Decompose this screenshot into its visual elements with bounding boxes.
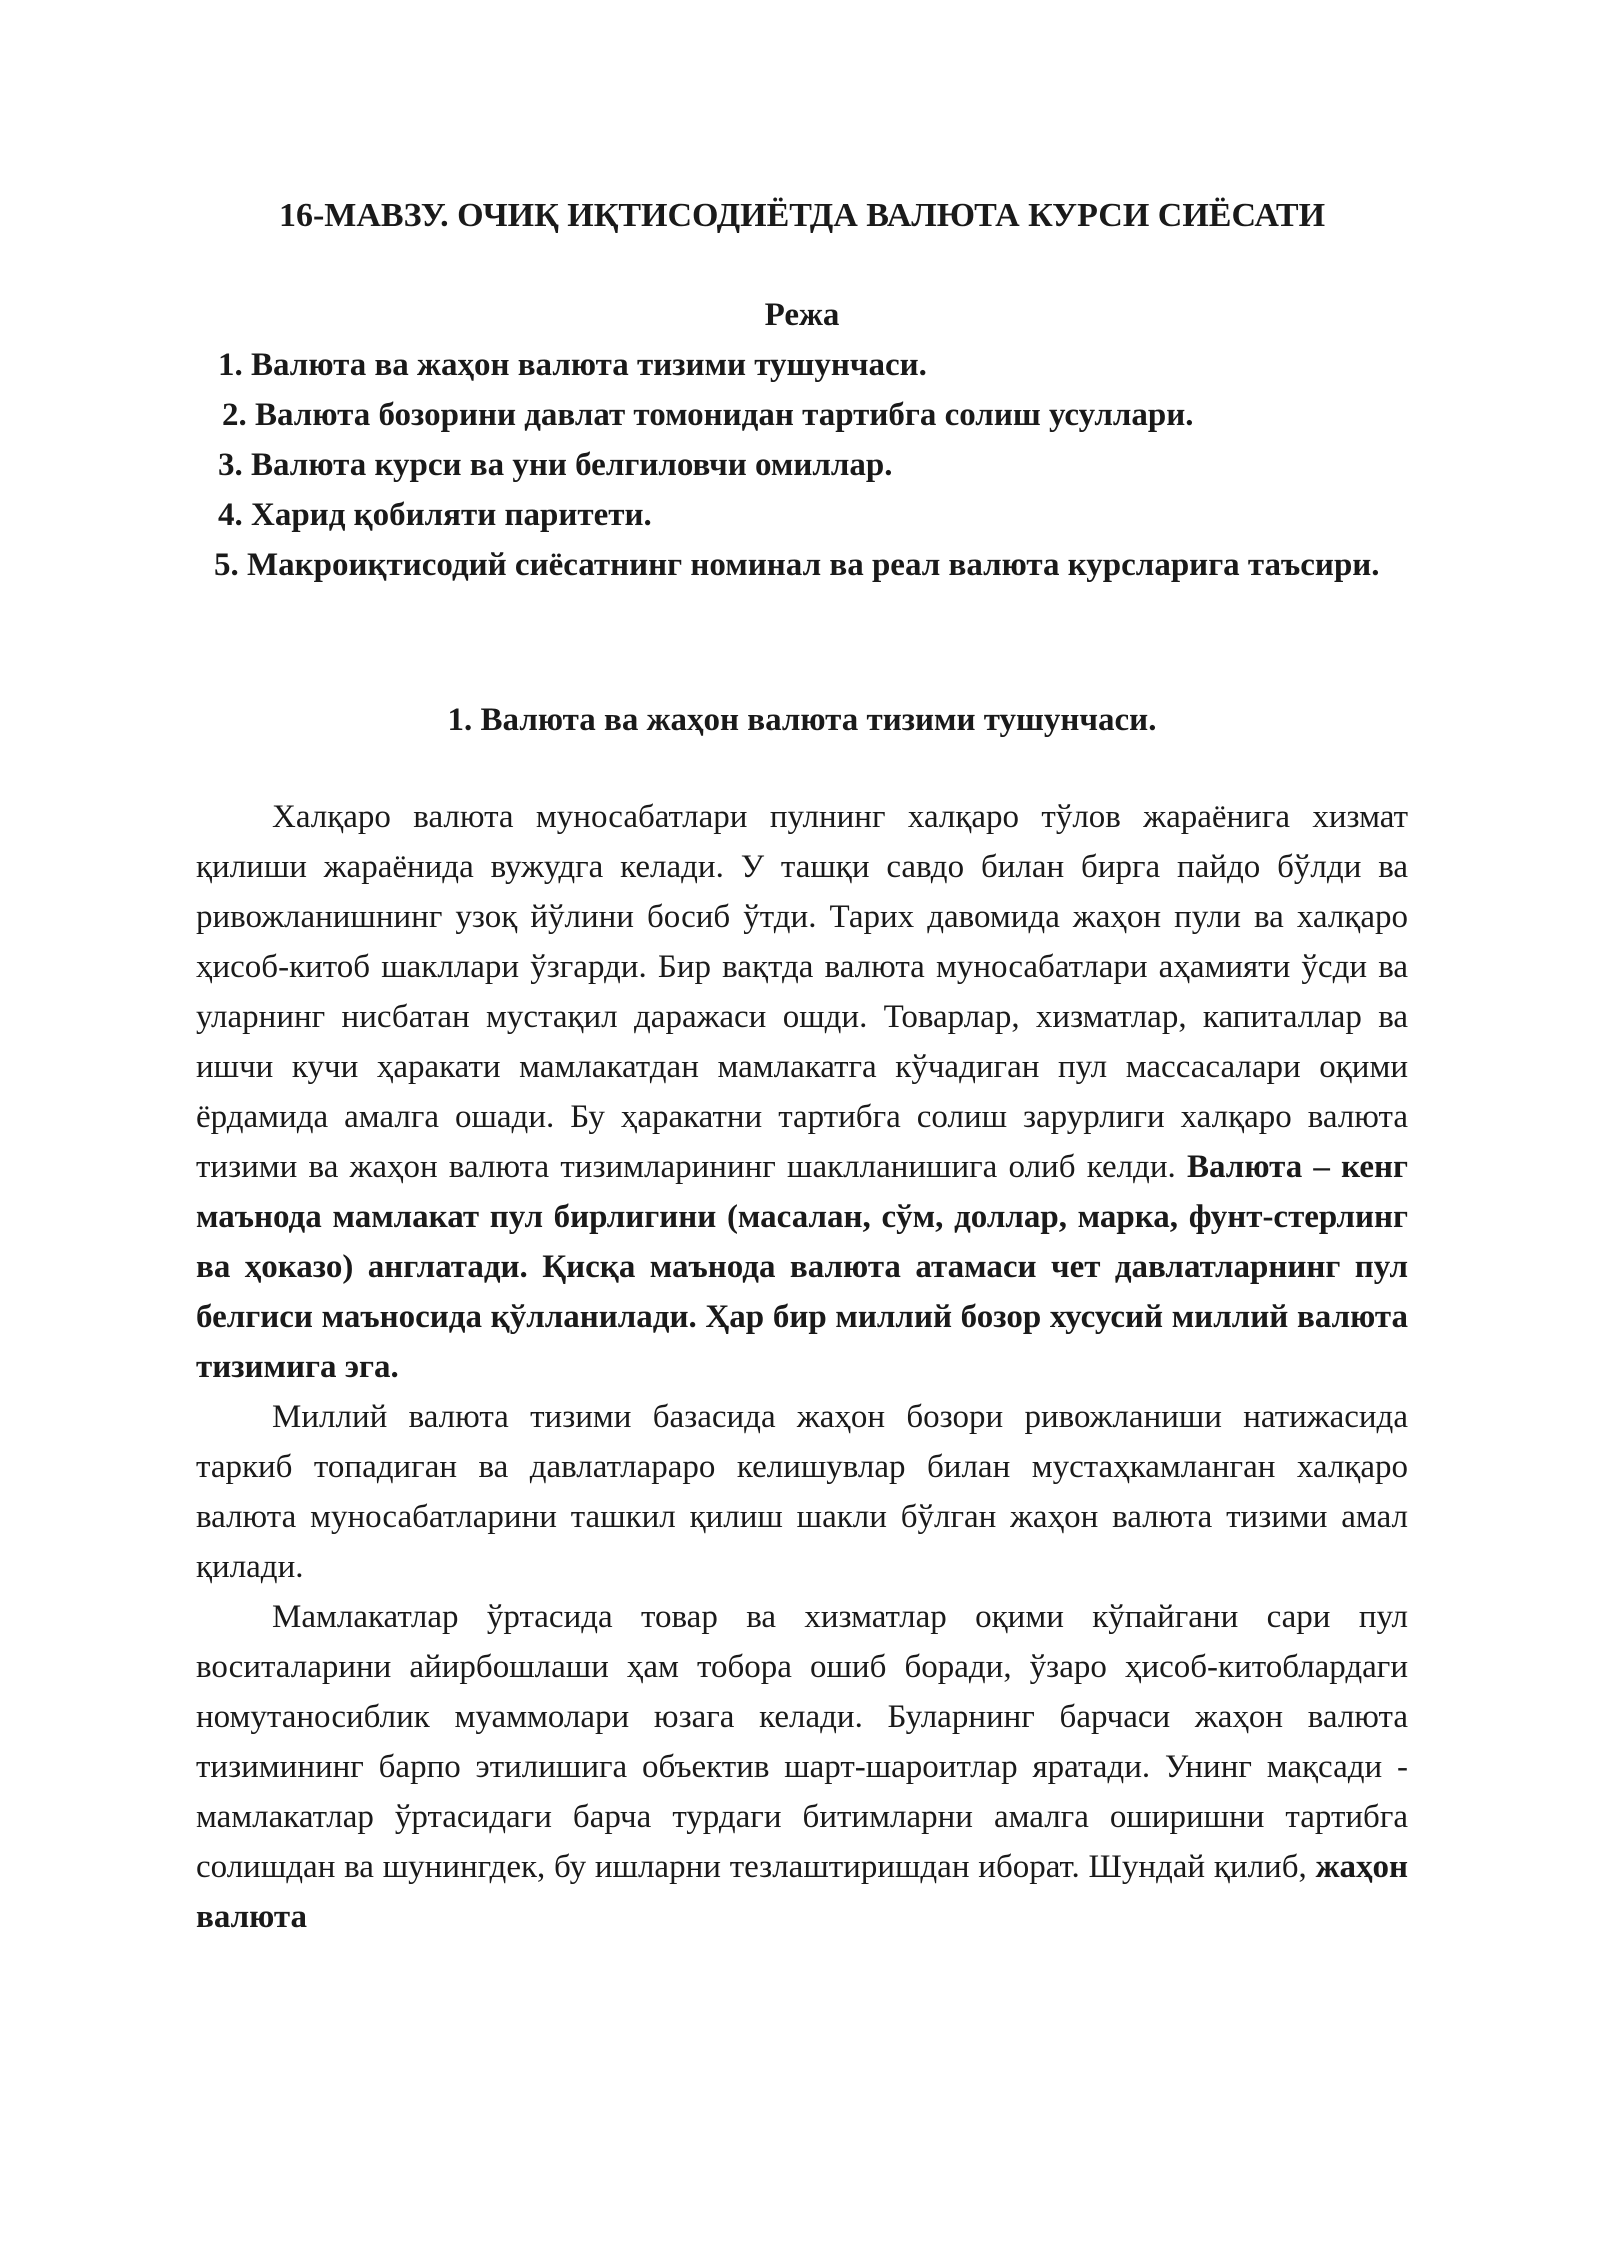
paragraph-text: Мамлакатлар ўртасида товар ва хизматлар оқими кўпайгани сари пул воситаларини айирбошлаши ҳам тобора ошиб боради, ўзаро ҳисоб-китоблардаги номутаносиблик муаммолари юзага келади. Буларнинг барчаси жаҳон валюта тизимининг барпо этилишига объектив шарт-шароитлар яратади. Унинг мақсади - мамлакатлар ўртасидаги барча турдаги битимларни амалга оширишни тартибга солишдан ва шунингдек, бу ишларни тезлаштиришдан иборат. Шундай қилиб, [196, 1599, 1408, 1885]
body-text [196, 792, 1408, 1942]
paragraph [196, 792, 1408, 1392]
document-title: 16-МАВЗУ. ОЧИҚ ИҚТИСОДИЁТДА ВАЛЮТА КУРСИ СИЁСАТИ [278, 197, 1326, 234]
plan-item: 4. Харид қобиляти паритети. [218, 497, 652, 533]
paragraph: Миллий валюта тизими базасида жаҳон бозори ривожланиши натижасида таркиб топадиган ва давлатлараро келишувлар билан мустаҳкамланган халқаро валюта муносабатларини ташкил қилиш шакли бўлган жаҳон валюта тизими амал қилади. [196, 1399, 1408, 1585]
plan-item: 1. Валюта ва жаҳон валюта тизими тушунчаси. [218, 347, 927, 383]
plan-heading: Режа [764, 297, 840, 333]
bold-term: жаҳон валюта [196, 1849, 1409, 1935]
paragraph-text: Халқаро валюта муносабатлари пулнинг халқаро тўлов жараёнига хизмат қилиши жараёнида вужудга келади. У ташқи савдо билан бирга пайдо бўлди ва ривожланишнинг узоқ йўлини босиб ўтди. Тарих давомида жаҳон пули ва халқаро ҳисоб-китоб шакллари ўзгарди. Бир вақтда валюта муносабатлари аҳамияти ўсди ва уларнинг нисбатан мустақил даражаси ошди. Товарлар, хизматлар, капиталлар ва ишчи кучи ҳаракати мамлакатдан мамлакатга кўчадиган пул массасалари оқими ёрдамида амалга ошади. Бу ҳаракатни тартибга солиш зарурлиги халқаро валюта тизими ва жаҳон валюта тизимларининг шаклланишига олиб келди. [196, 799, 1408, 1185]
plan-item: 2. Валюта бозорини давлат томонидан тартибга солиш усуллари. [222, 397, 1194, 433]
plan-item: 5. Макроиқтисодий сиёсатнинг номинал ва реал валюта курсларига таъсири. [214, 547, 1380, 583]
definition-text: Валюта – кенг маънода мамлакат пул бирлигини (масалан, сўм, доллар, марка, фунт-стерлинг ва ҳоказо) англатади. Қисқа маънода валюта атамаси чет давлатларнинг пул белгиси маъносида қўлланилади. Ҳар бир миллий бозор хусусий миллий валюта тизимига эга. [196, 1149, 1409, 1385]
plan-list [196, 340, 1408, 590]
section-heading: 1. Валюта ва жаҳон валюта тизими тушунчаси. [447, 702, 1157, 738]
plan-item: 3. Валюта курси ва уни белгиловчи омиллар. [218, 447, 893, 483]
paragraph [196, 1592, 1408, 1942]
